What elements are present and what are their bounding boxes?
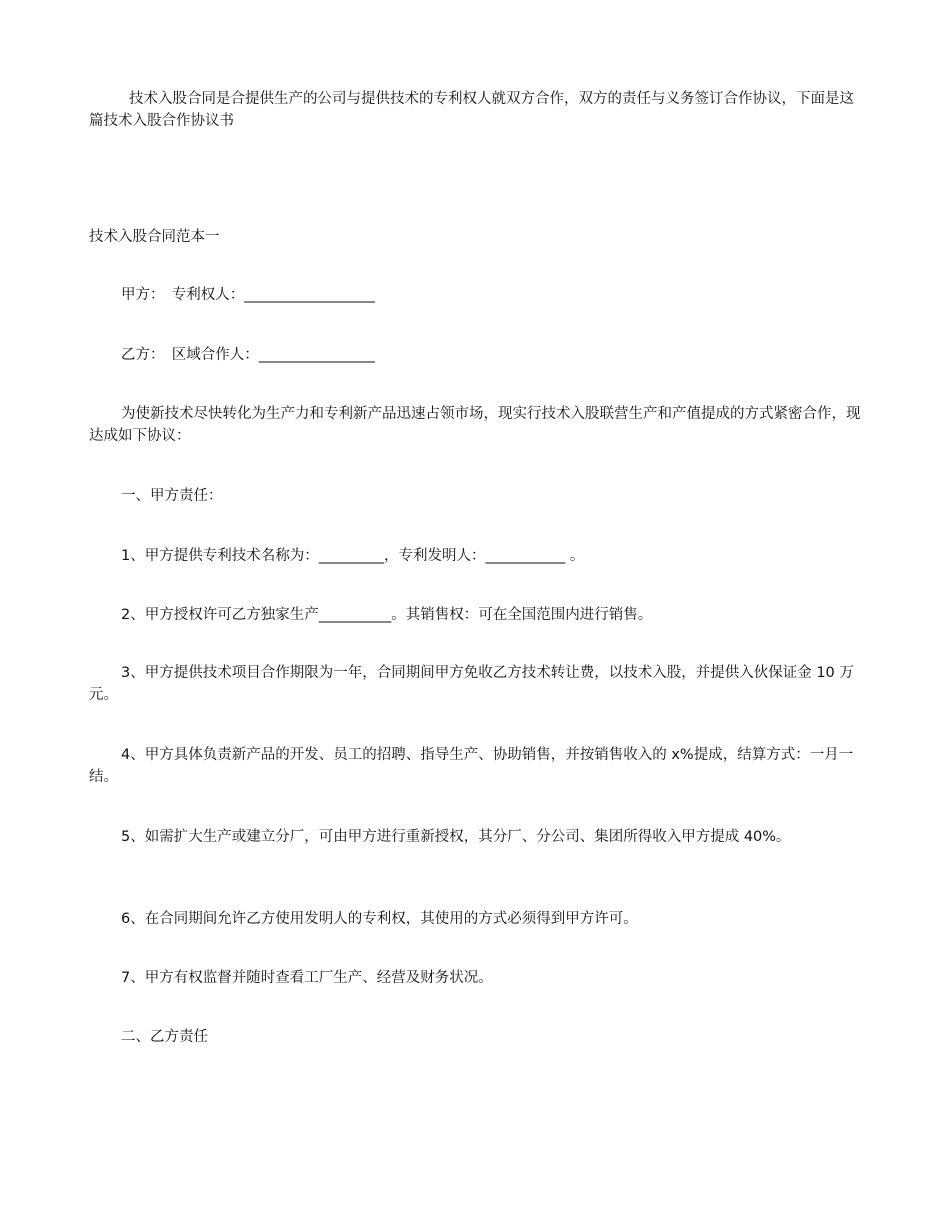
clause-6: 6、在合同期间允许乙方使用发明人的专利权，其使用的方式必须得到甲方许可。 [121,911,638,927]
clause-7: 7、甲方有权监督并随时查看工厂生产、经营及财务状况。 [121,970,493,986]
party-a-line: 甲方： 专利权人：__________________ [121,287,375,303]
clause-1: 1、甲方提供专利技术名称为：_________，专利发明人：___________ 。 [121,548,585,564]
document-heading: 技术入股合同范本一 [89,229,220,245]
section-2-title: 二、乙方责任 [121,1029,208,1045]
party-b-line: 乙方： 区域合作人：________________ [121,347,375,363]
clause-3: 3、甲方提供技术项目合作期限为一年，合同期间甲方免收乙方技术转让费，以技术入股，并提供入伙保证金 10 万元。 [89,665,854,703]
section-1-title: 一、甲方责任： [121,488,223,504]
clause-2: 2、甲方授权许可乙方独家生产__________。其销售权：可在全国范围内进行销售。 [121,607,653,623]
clause-5: 5、如需扩大生产或建立分厂，可由甲方进行重新授权，其分厂、分公司、集团所得收入甲方提成 40%。 [121,829,791,845]
preamble-paragraph: 为使新技术尽快转化为生产力和专利新产品迅速占领市场，现实行技术入股联营生产和产值提成的方式紧密合作，现达成如下协议： [89,406,861,444]
intro-paragraph: 技术入股合同是合提供生产的公司与提供技术的专利权人就双方合作，双方的责任与义务签订合作协议，下面是这篇技术入股合作协议书 [89,91,854,129]
clause-4: 4、甲方具体负责新产品的开发、员工的招聘、指导生产、协助销售，并按销售收入的 x%提成，结算方式：一月一结。 [89,747,854,785]
